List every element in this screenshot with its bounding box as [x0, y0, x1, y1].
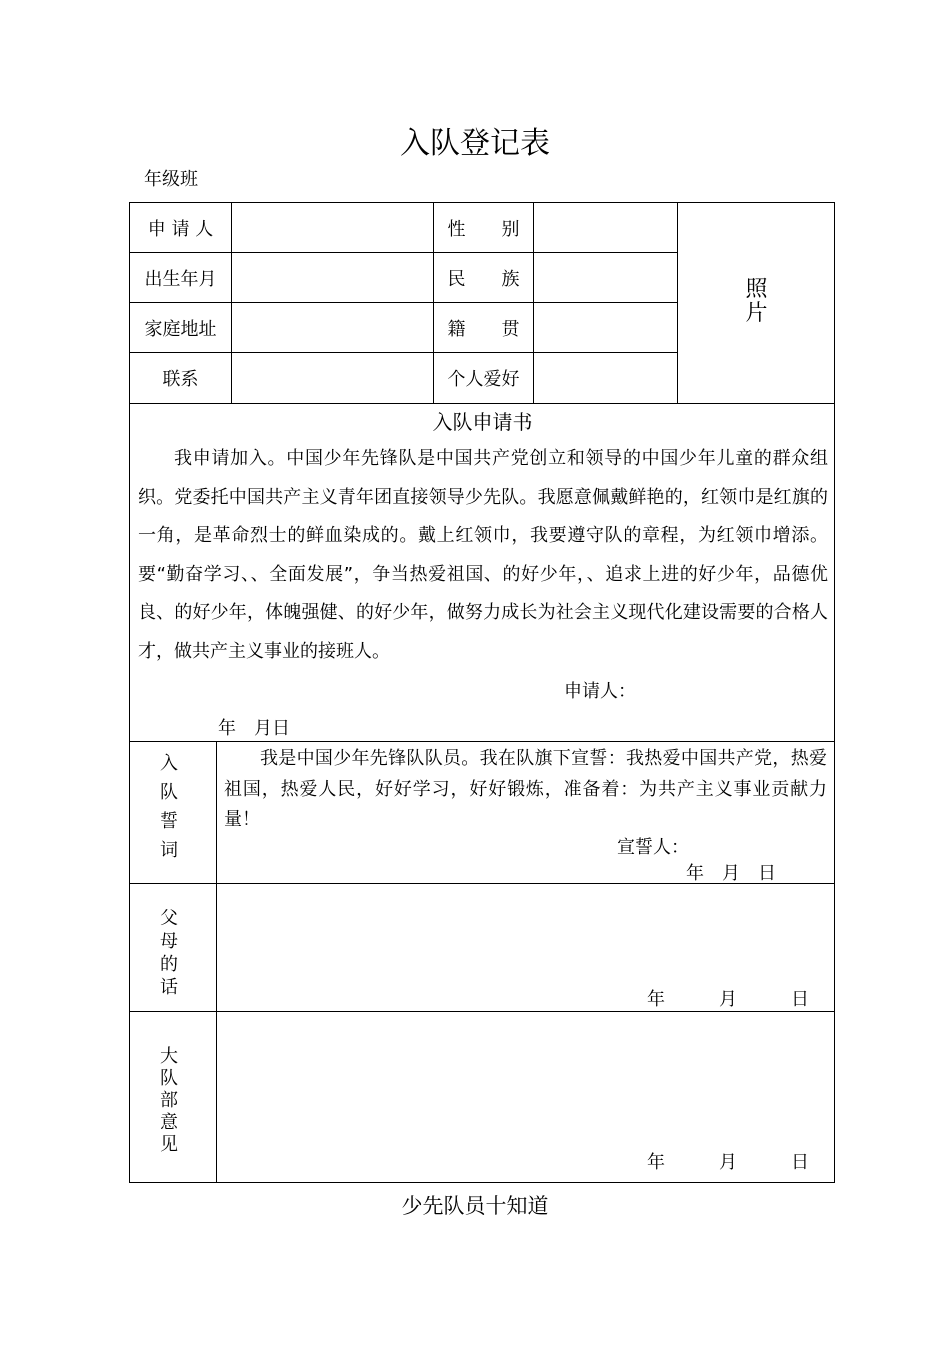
address-label: 家庭地址 — [144, 318, 217, 340]
application-title: 入队申请书 — [432, 410, 533, 434]
native-place-label: 籍 贯 — [447, 318, 520, 340]
application-body: 我申请加入。中国少年先锋队是中国共产党创立和领导的中国少年儿童的群众组织。党委托中国共产主义青年团直接领导少先队。我愿意佩戴鲜艳的，红领巾是红旗的一角，是革命烈士的鲜血染成的。戴上红领巾，我要遵守队的章程，为红领巾增添。要“勤奋学习、、全面发展”，争当热爱祖国、的好少年，、追求上进的好少年，品德优良、的好少年，体魄强健、的好少年，做努力成长为社会主义现代化建设需要的合格人才，做共产主义事业的接班人。 — [138, 448, 828, 662]
gender-label: 性 别 — [447, 218, 520, 240]
oath-date: 年 月 日 — [686, 863, 776, 884]
native-place-field[interactable] — [534, 303, 677, 352]
hobby-field[interactable] — [534, 353, 677, 403]
applicant-signature-label: 申请人： — [564, 681, 636, 702]
birth-label: 出生年月 — [144, 268, 217, 290]
brigade-date: 年 月 日 — [647, 1152, 809, 1173]
ethnicity-label: 民 族 — [447, 268, 520, 290]
oath-label: 入 队 誓 词 — [160, 753, 178, 861]
divider — [130, 403, 835, 404]
photo-label: 照 片 — [745, 277, 768, 326]
footer-title: 少先队员十知道 — [401, 1194, 549, 1218]
parents-date: 年 月 日 — [647, 989, 809, 1010]
oath-body: 我是中国少年先锋队队员。我在队旗下宣誓：我热爱中国共产党，热爱祖国，热爱人民，好好学习，好好锻炼，准备着：为共产主义事业贡献力量！ — [224, 748, 827, 830]
applicant-field[interactable] — [232, 203, 433, 252]
applicant-label: 申 请 人 — [147, 218, 214, 240]
application-date: 年 月日 — [218, 718, 290, 739]
contact-label: 联系 — [162, 369, 199, 390]
grade-class-label: 年级班 — [144, 169, 198, 190]
hobby-label: 个人爱好 — [447, 369, 520, 390]
gender-field[interactable] — [534, 203, 677, 252]
contact-field[interactable] — [232, 353, 433, 403]
divider — [130, 741, 835, 742]
page-title: 入队登记表 — [400, 126, 550, 161]
birth-field[interactable] — [232, 253, 433, 302]
parents-label: 父 母 的 话 — [160, 908, 178, 998]
divider — [130, 1011, 835, 1012]
ethnicity-field[interactable] — [534, 253, 677, 302]
address-field[interactable] — [232, 303, 433, 352]
oath-signer-label: 宣誓人： — [617, 837, 689, 858]
brigade-label: 大 队 部 意 见 — [160, 1046, 178, 1155]
photo-box[interactable] — [678, 203, 835, 403]
